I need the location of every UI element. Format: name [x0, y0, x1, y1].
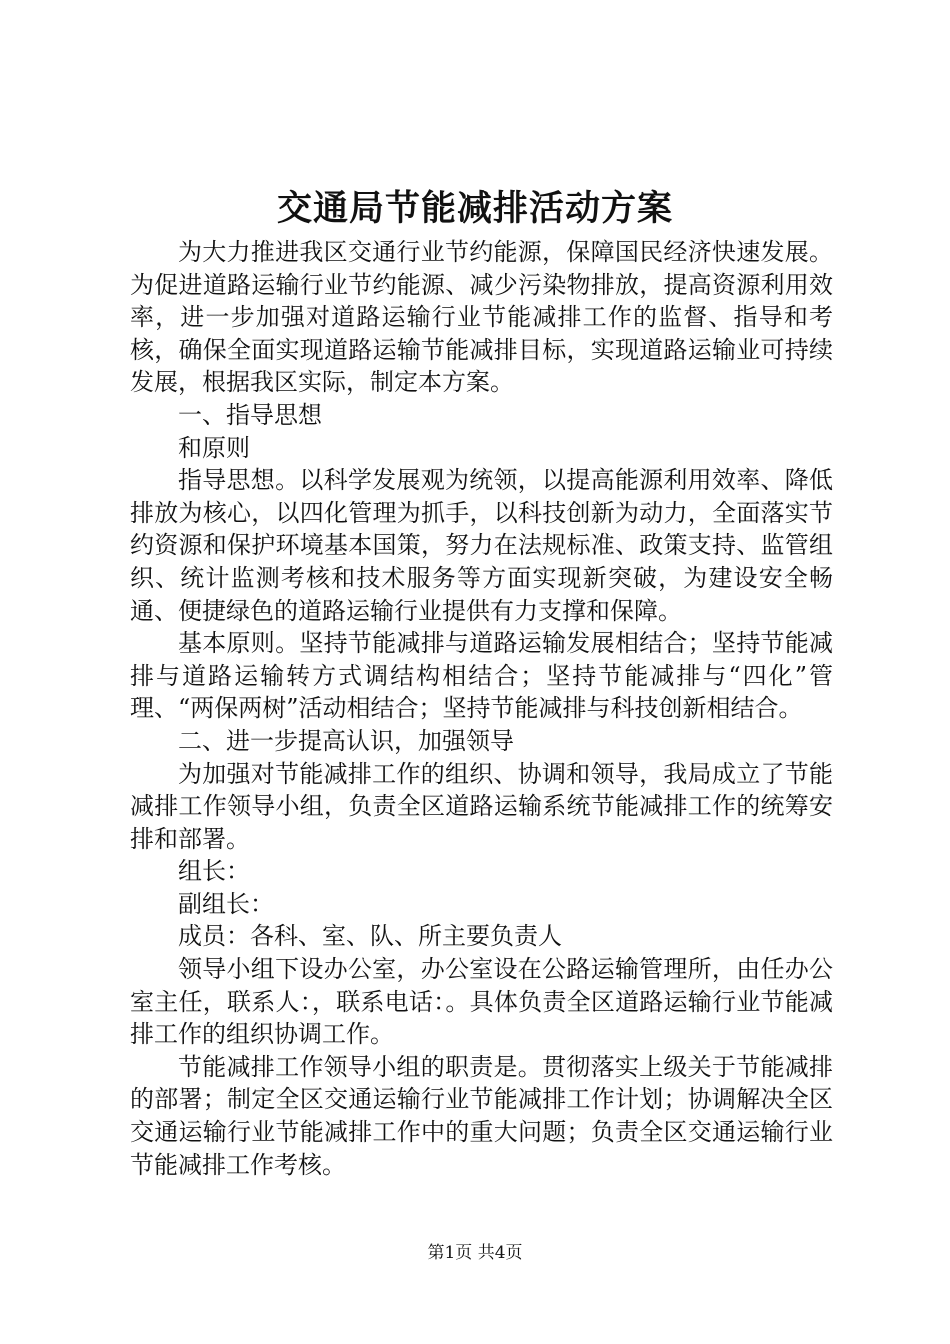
document-title: 交通局节能减排活动方案: [276, 188, 673, 229]
document-body: [130, 236, 833, 1181]
line-deputy-leader: 副组长：: [178, 889, 274, 918]
paragraph-leadership-group: 为加强对节能减排工作的组织、协调和领导，我局成立了节能减排工作领导小组，负责全区道路运输系统节能减排工作的统筹安排和部署。: [130, 759, 833, 853]
heading-and-principles: 和原则: [178, 433, 250, 462]
heading-leadership: 二、进一步提高认识，加强领导: [178, 726, 514, 755]
paragraph-office: 领导小组下设办公室，办公室设在公路运输管理所，由任办公室主任，联系人：，联系电话：。具体负责全区道路运输行业节能减排工作的组织协调工作。: [130, 955, 833, 1049]
paragraph-basic-principles: 基本原则。坚持节能减排与道路运输发展相结合；坚持节能减排与道路运输转方式调结构相结合；坚持节能减排与“四化”管理、“两保两树”活动相结合；坚持节能减排与科技创新相结合。: [130, 629, 833, 723]
paragraph-guiding-thought: 指导思想。以科学发展观为统领，以提高能源利用效率、降低排放为核心，以四化管理为抓手，以科技创新为动力，全面落实节约资源和保护环境基本国策，努力在法规标准、政策支持、监管组织、统计监测考核和技术服务等方面实现新突破，为建设安全畅通、便捷绿色的道路运输行业提供有力支撑和保障。: [130, 466, 833, 625]
line-group-leader: 组长：: [178, 857, 250, 886]
paragraph-intro: 为大力推进我区交通行业节约能源，保障国民经济快速发展。为促进道路运输行业节约能源、减少污染物排放，提高资源利用效率，进一步加强对道路运输行业节能减排工作的监督、指导和考核，确保全面实现道路运输节能减排目标，实现道路运输业可持续发展，根据我区实际，制定本方案。: [130, 238, 833, 397]
heading-guiding-thought: 一、指导思想: [178, 400, 322, 429]
line-members: 成员：各科、室、队、所主要负责人: [178, 922, 562, 951]
page-number: 第1页 共4页: [427, 1243, 523, 1263]
paragraph-duties: 节能减排工作领导小组的职责是。贯彻落实上级关于节能减排的部署；制定全区交通运输行业节能减排工作计划；协调解决全区交通运输行业节能减排工作中的重大问题；负责全区交通运输行业节能减排工作考核。: [130, 1052, 833, 1179]
